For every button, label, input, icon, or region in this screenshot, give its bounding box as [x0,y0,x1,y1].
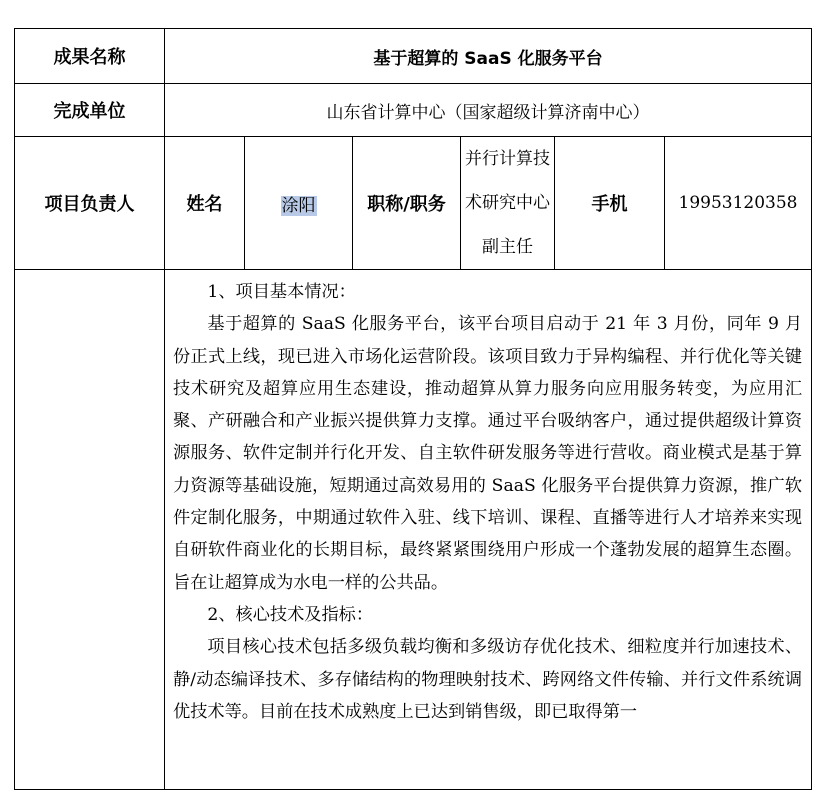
section2-heading: 2、核心技术及指标： [207,604,374,625]
unit-row [15,84,812,137]
title-row [15,29,812,84]
section1-text: 基于超算的 SaaS 化服务平台，该平台项目启动于 21 年 3 月份，同年 9 月份正式上线，现已进入市场化运营阶段。该项目致力于异构编程、并行优化等关键技术研究及超算应用生态建设，推动超算从算力服务向应用服务转变，为应用汇聚、产研融合和产业振兴提供算力支撑。通过平台吸纳客户，通过提供超级计算资源服务、软件定制并行化开发、自主软件研发服务等进行营收。商业模式是基于算力资源等基础设施，短期通过高效易用的 SaaS 化服务平台提供算力资源，推广软件定制化服务，中期通过软件入驻、线下培训、课程、直播等进行人才培养来实现自研软件商业化的长期目标，最终紧紧围绕用户形成一个蓬勃发展的超算生态圈。旨在让超算成为水电一样的公共品。 [173,314,803,593]
title-label: 成果名称 [15,29,165,84]
leader-row [15,137,812,270]
section2-text: 项目核心技术包括多级负载均衡和多级访存优化技术、细粒度并行加速技术、静/动态编译技术、多存储结构的物理映射技术、跨网络文件传输、并行文件系统调优技术等。目前在技术成熟度上已达到销售级，即已取得第一 [173,637,803,722]
achievement-table [14,28,812,790]
name-value[interactable]: 涂阳 [281,196,316,216]
leader-label: 项目负责人 [15,137,165,270]
position-line: 术研究中心 [465,193,550,213]
phone-label: 手机 [555,137,665,270]
unit-value: 山东省计算中心（国家超级计算济南中心） [165,84,812,137]
name-label: 姓名 [165,137,245,270]
phone-value: 19953120358 [665,137,812,270]
body-label-cell [15,270,165,790]
title-value: 基于超算的 SaaS 化服务平台 [165,29,812,84]
position-value [461,137,555,270]
project-description [173,276,802,728]
position-line: 并行计算技 [465,149,550,169]
name-value-cell [245,137,353,270]
unit-label: 完成单位 [15,84,165,137]
position-label: 职称/职务 [353,137,461,270]
position-line: 副主任 [482,237,533,257]
section1-heading: 1、项目基本情况： [207,282,356,302]
body-content-cell [165,270,812,790]
body-row [15,270,812,790]
